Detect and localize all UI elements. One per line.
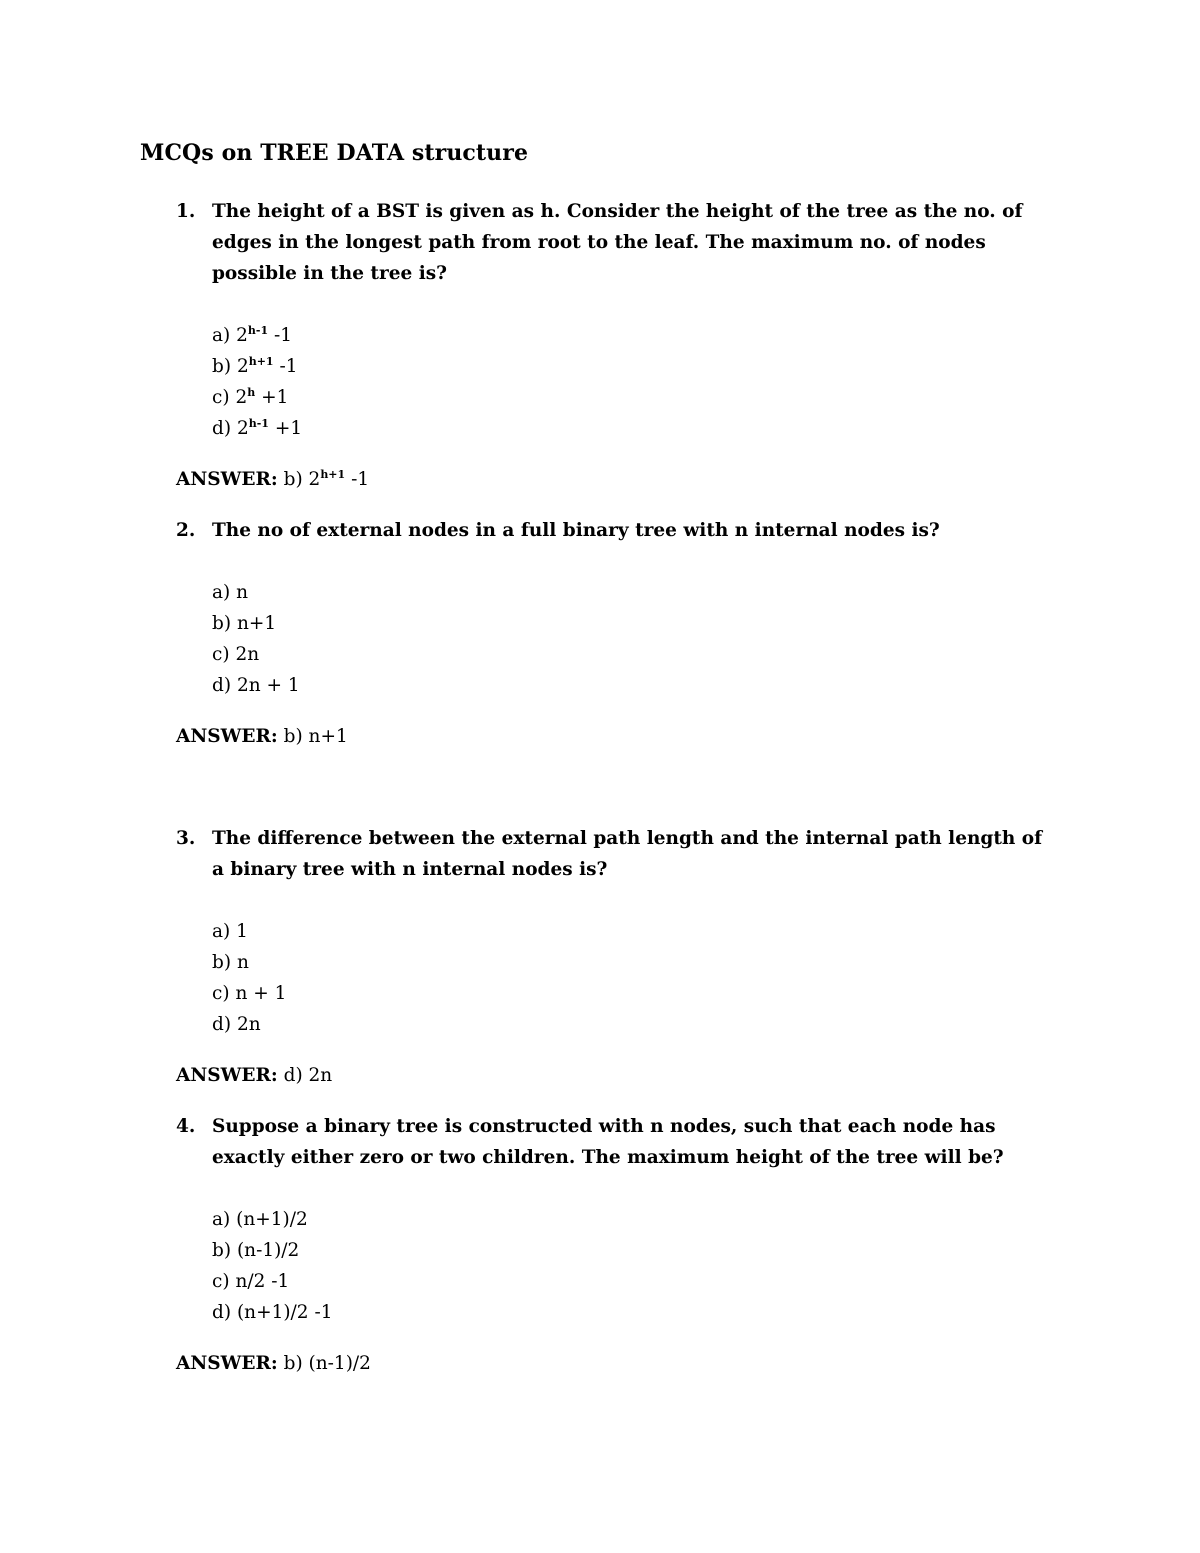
option-c: c) n/2 -1 xyxy=(212,1271,290,1292)
answer-label: ANSWER: xyxy=(176,726,278,747)
question-4-options xyxy=(212,1204,332,1328)
option-d: d) $2^{h-1} +1$ xyxy=(212,417,303,439)
question-number: 3. xyxy=(176,828,196,849)
option-b: b) n+1 xyxy=(212,613,277,634)
question-1 xyxy=(176,196,1056,289)
answer-label: ANSWER: xyxy=(176,1065,278,1086)
option-a: a) 1 xyxy=(212,921,248,942)
answer-label: ANSWER: xyxy=(176,469,278,490)
option-a: a) 2$^{h-1}$ -1 xyxy=(212,324,293,346)
question-2 xyxy=(176,515,1056,546)
option-b: b) (n-1)/2 xyxy=(212,1240,300,1261)
option-c: c) 2n xyxy=(212,644,260,665)
option-b: b) n xyxy=(212,952,249,973)
question-4 xyxy=(176,1111,1056,1173)
option-d: d) 2n + 1 xyxy=(212,675,300,696)
question-3-options xyxy=(212,916,286,1040)
question-text: The no of external nodes in a full binary tree with n internal nodes is? xyxy=(212,520,940,541)
question-1-options xyxy=(212,320,302,444)
option-d: d) 2n xyxy=(212,1014,261,1035)
question-3-answer: ANSWER: d) 2n xyxy=(176,1065,333,1086)
option-c: c) n + 1 xyxy=(212,983,287,1004)
question-text: The difference between the external path length and the internal path length of a binary tree with n internal nodes is? xyxy=(212,828,1043,880)
question-text: The height of a BST is given as h. Consider the height of the tree as the no. of edges in the longest path from root to the leaf. The maximum no. of nodes possible in the tree is? xyxy=(212,201,1023,284)
answer-label: ANSWER: xyxy=(176,1353,278,1374)
page-title: MCQs on TREE DATA structure xyxy=(140,140,529,166)
option-a: a) n xyxy=(212,582,249,603)
question-number: 4. xyxy=(176,1116,196,1137)
question-4-answer: ANSWER: b) (n-1)/2 xyxy=(176,1353,371,1374)
option-c: c) $2^h +1$ xyxy=(212,386,289,408)
question-2-options xyxy=(212,577,300,701)
question-number: 2. xyxy=(176,520,196,541)
question-3 xyxy=(176,823,1056,885)
question-text: Suppose a binary tree is constructed with n nodes, such that each node has exactly either zero or two children. The maximum height of the tree will be? xyxy=(212,1116,1004,1168)
option-a: a) (n+1)/2 xyxy=(212,1209,308,1230)
option-b: b) $2^{h+1}$ -1 xyxy=(212,355,298,377)
option-d: d) (n+1)/2 -1 xyxy=(212,1302,333,1323)
question-1-answer: ANSWER: b) $2^{h+1}$ -1 xyxy=(176,468,370,490)
question-number: 1. xyxy=(176,201,196,222)
question-2-answer: ANSWER: b) n+1 xyxy=(176,726,348,747)
